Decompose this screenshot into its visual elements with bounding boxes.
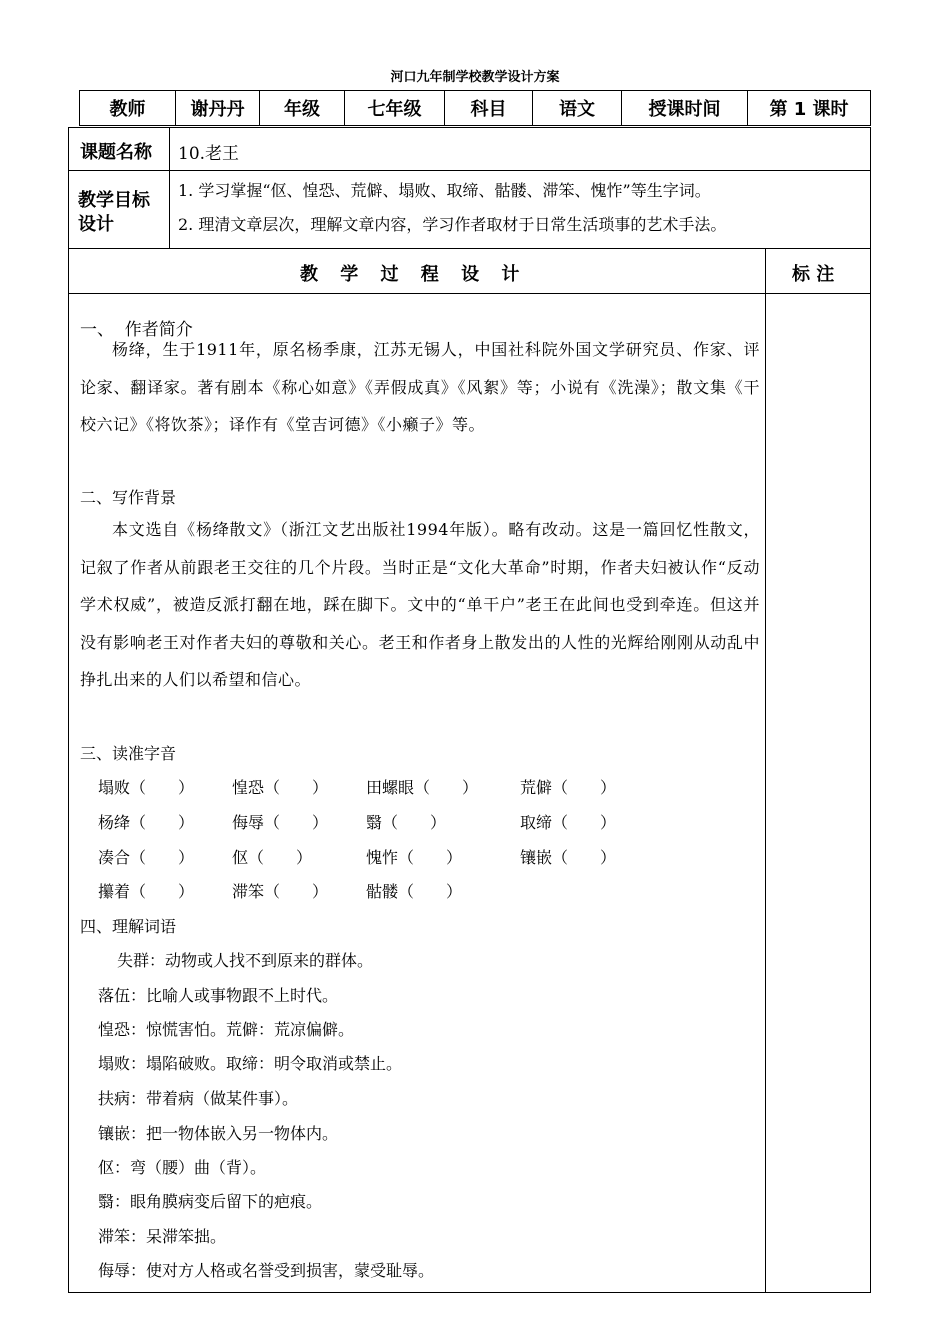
vocab-item: 翳：眼角膜病变后留下的疤痕。	[98, 1192, 323, 1211]
divider	[68, 170, 871, 171]
vocab-item: 伛：弯（腰）曲（背）。	[98, 1158, 267, 1177]
section-heading: 三、读准字音	[80, 744, 177, 763]
notes-header: 标 注	[792, 264, 835, 285]
goal-item: 1. 学习掌握“伛、惶恐、荒僻、塌败、取缔、骷髅、滞笨、愧怍”等生字词。	[178, 181, 711, 200]
pronunciation-item: 塌败（ ）	[98, 778, 195, 797]
goals-label-line1: 教学目标	[78, 190, 150, 211]
section-heading: 一、 作者简介	[80, 320, 193, 340]
document-title: 河口九年制学校教学设计方案	[390, 70, 560, 85]
teacher-label: 教师	[79, 90, 176, 126]
grade-value: 七年级	[344, 90, 445, 126]
vocab-item: 失群：动物或人找不到原来的群体。	[117, 951, 374, 970]
time-label: 授课时间	[621, 90, 748, 126]
pronunciation-item: 荒僻（ ）	[520, 778, 617, 797]
background-text: 本文选自《杨绛散文》（浙江文艺出版社1994年版）。略有改动。这是一篇回忆性散文，记叙了作者从前跟老王交往的几个片段。当时正是“文化大革命”时期，作者夫妇被认作“反动学术权威”，被造反派打翻在地，踩在脚下。文中的“单干户”老王在此间也受到牵连。但这并没有影响老王对作者夫妇的尊敬和关心。老王和作者身上散发出的人性的光辉给刚刚从动乱中挣扎出来的人们以希望和信心。	[80, 520, 760, 689]
pronunciation-item: 翳（ ）	[366, 813, 447, 832]
vocab-item: 惶恐：惊慌害怕。荒僻：荒凉偏僻。	[98, 1020, 355, 1039]
teacher-value: 谢丹丹	[175, 90, 260, 126]
section-heading: 四、理解词语	[80, 917, 177, 936]
vocab-item: 扶病：带着病（做某件事）。	[98, 1089, 299, 1108]
divider	[765, 248, 766, 1293]
pronunciation-item: 取缔（ ）	[520, 813, 617, 832]
divider	[68, 293, 871, 294]
divider	[169, 127, 170, 249]
pronunciation-item: 凑合（ ）	[98, 848, 195, 867]
pronunciation-item: 惶恐（ ）	[232, 778, 329, 797]
pronunciation-item: 攥着（ ）	[98, 882, 195, 901]
pronunciation-item: 侮辱（ ）	[232, 813, 329, 832]
vocab-item: 镶嵌：把一物体嵌入另一物体内。	[98, 1124, 339, 1143]
section-heading: 二、写作背景	[80, 488, 177, 507]
author-intro: 杨绛，生于1911年，原名杨季康，江苏无锡人，中国社科院外国文学研究员、作家、评论家、翻译家。著有剧本《称心如意》《弄假成真》《风絮》等；小说有《洗澡》；散文集《干校六记》《将饮茶》；译作有《堂吉诃德》《小癞子》等。	[80, 340, 760, 434]
goal-item: 2. 理清文章层次，理解文章内容，学习作者取材于日常生活琐事的艺术手法。	[178, 215, 727, 234]
vocab-item: 落伍：比喻人或事物跟不上时代。	[98, 986, 339, 1005]
process-title: 教 学 过 程 设 计	[300, 264, 528, 285]
goals-label-line2: 设计	[78, 214, 114, 235]
subject-label: 科目	[444, 90, 533, 126]
pronunciation-item: 滞笨（ ）	[232, 882, 329, 901]
time-value: 第 1 课时	[747, 90, 871, 126]
pronunciation-item: 伛（ ）	[232, 848, 313, 867]
subject-value: 语文	[532, 90, 622, 126]
vocab-item: 侮辱：使对方人格或名誉受到损害，蒙受耻辱。	[98, 1261, 435, 1280]
pronunciation-item: 杨绛（ ）	[98, 813, 195, 832]
lesson-value: 10.老王	[178, 144, 240, 164]
grade-label: 年级	[259, 90, 345, 126]
lesson-label: 课题名称	[80, 142, 152, 163]
pronunciation-item: 镶嵌（ ）	[520, 848, 617, 867]
main-table	[68, 127, 871, 1293]
pronunciation-item: 骷髅（ ）	[366, 882, 463, 901]
vocab-item: 滞笨：呆滞笨拙。	[98, 1227, 227, 1246]
pronunciation-item: 田螺眼（ ）	[366, 778, 479, 797]
vocab-item: 塌败：塌陷破败。取缔：明令取消或禁止。	[98, 1054, 403, 1073]
divider	[68, 248, 871, 249]
pronunciation-item: 愧怍（ ）	[366, 848, 463, 867]
